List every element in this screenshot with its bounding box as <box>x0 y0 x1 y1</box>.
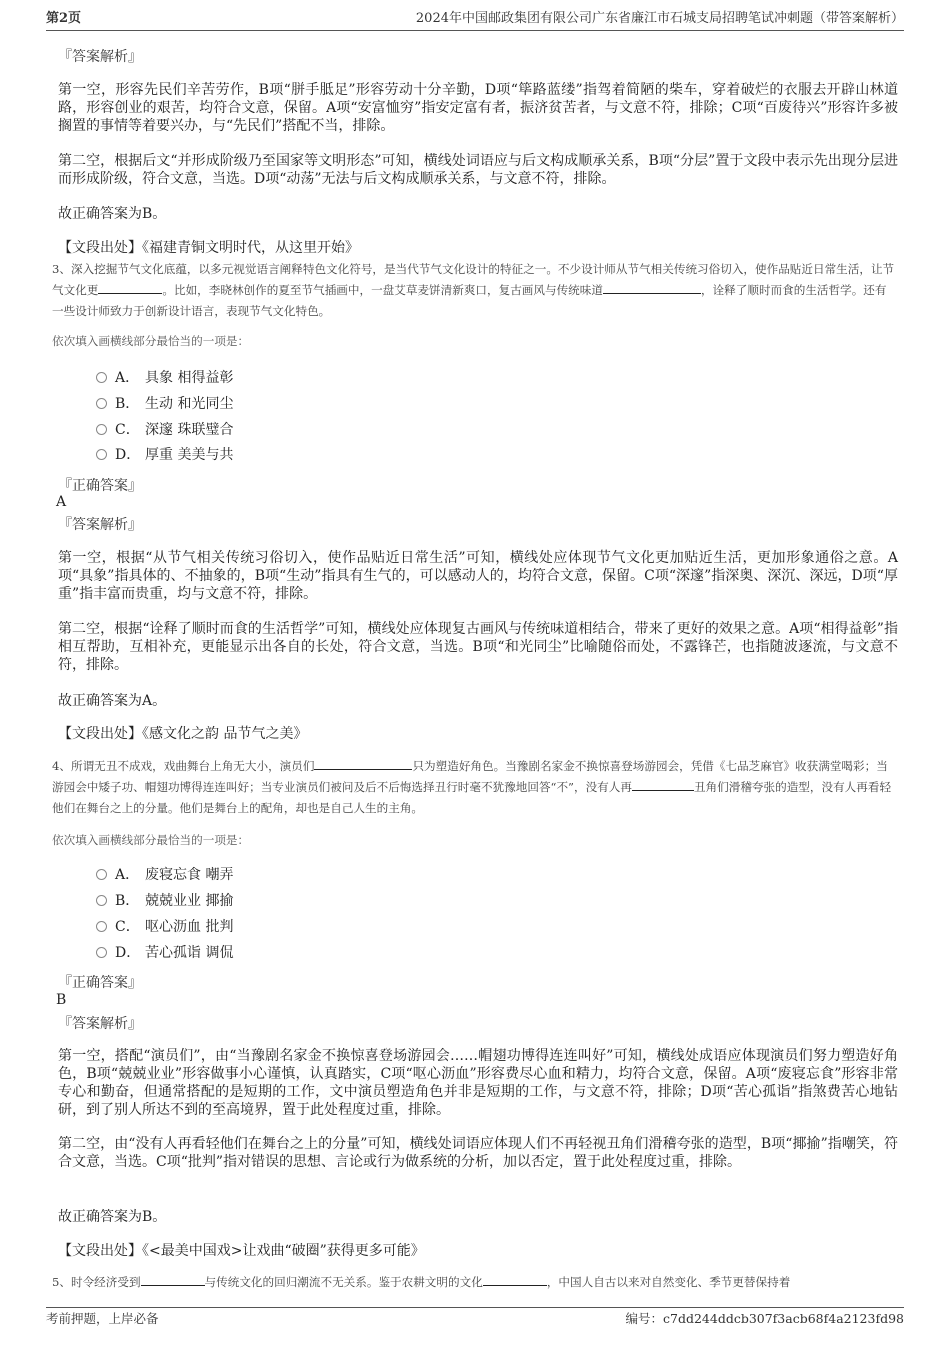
q2-analysis-label: 『答案解析』 <box>58 49 142 65</box>
q4-stem-part1: 4、所谓无丑不成戏，戏曲舞台上角无大小，演员们 <box>52 759 315 773</box>
radio-icon[interactable] <box>96 398 107 409</box>
option-letter: B． <box>115 893 140 909</box>
q3-answer: A <box>56 494 67 510</box>
q4-answer-label: 『正确答案』 <box>58 975 142 991</box>
q4-conclusion: 故正确答案为B。 <box>58 1209 167 1225</box>
option-text: 生动 和光同尘 <box>145 396 234 412</box>
radio-icon[interactable] <box>96 921 107 932</box>
q4-option-d[interactable] <box>96 943 233 963</box>
q3-stem-part3: ，诠释了顺时而食的生活哲学。还有一些设计师致力于创新设计语言，表现节气文化特色。 <box>52 283 887 318</box>
option-letter: A． <box>115 370 140 386</box>
q4-stem-part2: 只为塑造好角色。当豫剧名家金不换惊喜登场游园会，凭借《七品芝麻官》收获满堂喝彩；当游园会中矮子功、帽翅功博得连连叫好；当专业演员们被问及后不后悔选择丑行时毫不犹豫地回答“不”，没有人再 <box>52 759 888 794</box>
page-header <box>46 8 904 31</box>
blank-2-cont <box>665 281 701 294</box>
option-text: 呕心沥血 批判 <box>145 919 234 935</box>
q4-analysis-para1: 第一空，搭配“演员们”，由“当豫剧名家金不换惊喜登场游园会……帽翅功博得连连叫好”可知，横线处成语应体现演员们努力塑造好角色，B项“兢兢业业”形容做事小心谨慎，认真踏实，C项“呕心沥血”形容费尽心血和精力，均符合文意，保留。A项“废寝忘食”形容非常专心和勤奋，但通常搭配的是短期的工作，文中演员塑造角色并非是短期的工作，与文意不符，排除；D项“苦心孤诣”指煞费苦心地钻研，到了别人所达不到的至高境界，置于此处程度过重，排除。 <box>58 1048 898 1118</box>
radio-icon[interactable] <box>96 372 107 383</box>
option-text: 兢兢业业 揶揄 <box>145 893 234 909</box>
document-id-code: c7dd244ddcb307f3acb68f4a2123fd98 <box>663 1311 904 1326</box>
option-text: 厚重 美美与共 <box>145 447 234 463</box>
option-text: 具象 相得益彰 <box>145 370 234 386</box>
option-text: 苦心孤诣 调侃 <box>145 945 234 961</box>
document-title: 2024年中国邮政集团有限公司广东省廉江市石城支局招聘笔试冲刺题（带答案解析） <box>415 11 904 26</box>
q3-conclusion: 故正确答案为A。 <box>58 693 167 709</box>
blank-2 <box>483 1273 547 1286</box>
footer-slogan: 考前押题，上岸必备 <box>46 1311 159 1326</box>
option-letter: D． <box>115 945 141 961</box>
q4-option-a[interactable] <box>96 865 233 885</box>
q5-stem-part3: ，中国人自古以来对自然变化、季节更替保持着 <box>546 1275 791 1289</box>
q3-analysis-label: 『答案解析』 <box>58 517 142 533</box>
radio-icon[interactable] <box>96 869 107 880</box>
blank-1 <box>141 1273 205 1286</box>
q3-stem <box>52 259 898 322</box>
blank-1 <box>98 281 162 294</box>
option-text: 深邃 珠联璧合 <box>145 422 234 438</box>
q4-analysis-label: 『答案解析』 <box>58 1016 142 1032</box>
q2-conclusion: 故正确答案为B。 <box>58 206 167 222</box>
q2-analysis-para2: 第二空，根据后文“并形成阶级乃至国家等文明形态”可知，横线处词语应与后文构成顺承关系，B项“分层”置于文段中表示先出现分层进而形成阶级，符合文意，当选。D项“动荡”无法与后文构成顺承关系，与文意不符，排除。 <box>58 153 898 187</box>
option-letter: B． <box>115 396 140 412</box>
option-letter: C． <box>115 422 140 438</box>
blank-1 <box>314 757 412 770</box>
q4-stem-part3: 丑角们滑稽夸张的造型，没有人再看轻他们在舞台之上的分量。他们是舞台上的配角，却也是自己人生的主角。 <box>52 780 892 815</box>
option-text: 废寝忘食 嘲弄 <box>145 867 234 883</box>
q3-stem-part2: 。比如，李晓林创作的夏至节气插画中，一盘艾草麦饼清新爽口，复古画风与传统味道 <box>162 283 603 297</box>
q2-analysis-para1: 第一空，形容先民们辛苦劳作，B项“胼手胝足”形容劳动十分辛勤，D项“筚路蓝缕”指驾着简陋的柴车，穿着破烂的衣服去开辟山林道路，形容创业的艰苦，均符合文意，保留。A项“安富恤穷”指安定富有者，振济贫苦者，与文意不符，排除；C项“百废待兴”形容许多被搁置的事情等着要兴办，与“先民们”搭配不当，排除。 <box>58 82 898 134</box>
page-footer <box>46 1307 904 1330</box>
q5-stem-part2: 与传统文化的回归潮流不无关系。鉴于农耕文明的文化 <box>204 1275 483 1289</box>
q2-source: 【文段出处】《福建青铜文明时代，从这里开始》 <box>58 240 359 256</box>
q3-option-b[interactable] <box>96 394 233 414</box>
q3-instruction: 依次填入画横线部分最恰当的一项是： <box>52 334 250 348</box>
q5-stem <box>52 1272 898 1293</box>
q3-option-d[interactable] <box>96 445 233 465</box>
q3-analysis-para2: 第二空，根据“诠释了顺时而食的生活哲学”可知，横线处应体现复古画风与传统味道相结合，带来了更好的效果之意。A项“相得益彰”指相互帮助，互相补充，更能显示出各自的长处，符合文意，当选。B项“和光同尘”比喻随俗而处，不露锋芒，也指随波逐流，与文意不符，排除。 <box>58 621 898 673</box>
blank-2 <box>632 778 694 791</box>
q3-analysis-para1: 第一空，根据“从节气相关传统习俗切入，使作品贴近日常生活”可知，横线处应体现节气文化更加贴近生活，更加形象通俗之意。A项“具象”指具体的、不抽象的，B项“生动”指具有生气的，可以感动人的，均符合文意，保留。C项“深邃”指深奥、深沉、深远，D项“厚重”指丰富而贵重，均与文意不符，排除。 <box>58 550 898 602</box>
q4-source: 【文段出处】《<最美中国戏>让戏曲“破圈”获得更多可能》 <box>58 1243 425 1259</box>
radio-icon[interactable] <box>96 947 107 958</box>
q4-analysis-para2: 第二空，由“没有人再看轻他们在舞台之上的分量”可知，横线处词语应体现人们不再轻视丑角们滑稽夸张的造型，B项“揶揄”指嘲笑，符合文意，当选。C项“批判”指对错误的思想、言论或行为做系统的分析，加以否定，置于此处程度过重，排除。 <box>58 1136 898 1170</box>
option-letter: C． <box>115 919 140 935</box>
q4-stem <box>52 756 898 819</box>
document-id-label: 编号： <box>625 1311 663 1326</box>
q4-answer: B <box>56 992 67 1008</box>
q3-source: 【文段出处】《感文化之韵 品节气之美》 <box>58 726 308 742</box>
blank-2 <box>603 281 665 294</box>
option-letter: D． <box>115 447 141 463</box>
radio-icon[interactable] <box>96 424 107 435</box>
q4-instruction: 依次填入画横线部分最恰当的一项是： <box>52 833 250 847</box>
q4-option-c[interactable] <box>96 917 233 937</box>
q3-answer-label: 『正确答案』 <box>58 478 142 494</box>
radio-icon[interactable] <box>96 895 107 906</box>
option-letter: A． <box>115 867 140 883</box>
document-id <box>625 1308 904 1330</box>
radio-icon[interactable] <box>96 449 107 460</box>
q3-option-c[interactable] <box>96 420 233 440</box>
page-number: 第2页 <box>46 11 82 26</box>
q3-option-a[interactable] <box>96 368 233 388</box>
q4-option-b[interactable] <box>96 891 233 911</box>
q5-stem-part1: 5、时令经济受到 <box>52 1275 141 1289</box>
q3-stem-part1: 3、深入挖掘节气文化底蕴，以多元视觉语言阐释特色文化符号，是当代节气文化设计的特征之一。不少设计师从节气相关传统习俗切入，使作品贴近日常生活，让节气文化更 <box>52 262 895 297</box>
